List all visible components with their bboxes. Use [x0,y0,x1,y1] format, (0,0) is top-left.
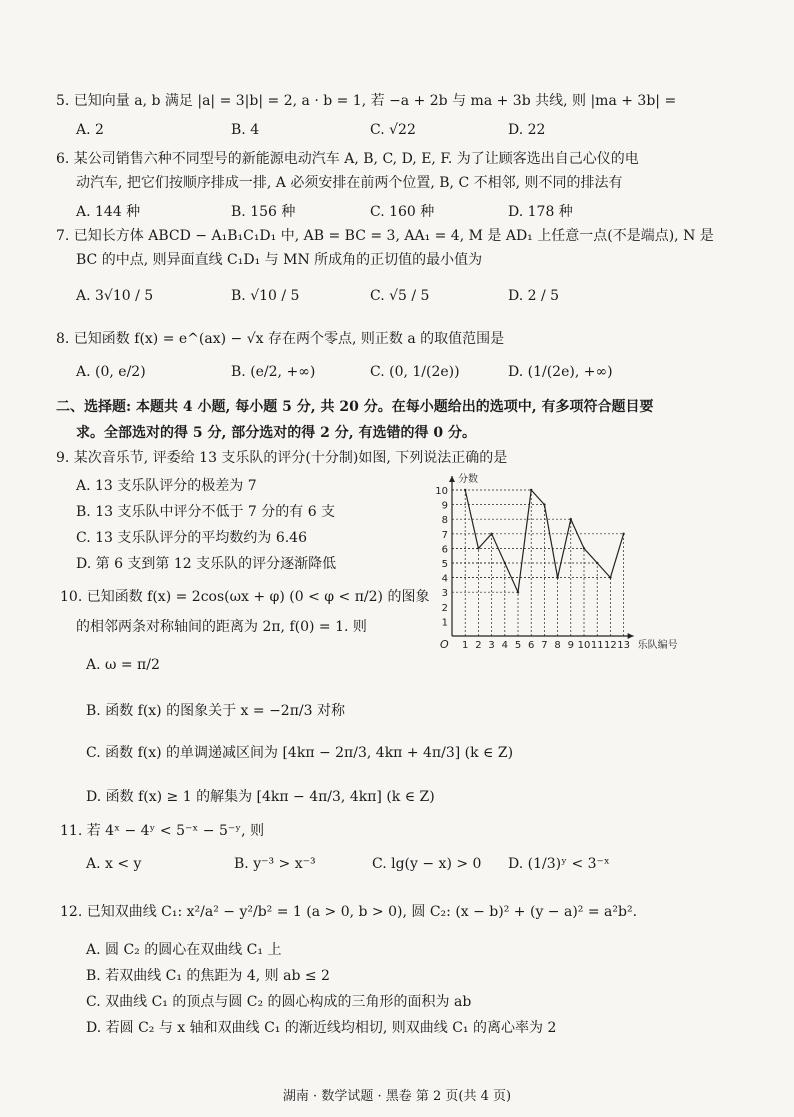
q7-option-d: D. 2 / 5 [508,288,560,304]
y-tick-label: 10 [435,486,448,497]
q11-option-d: D. (1/3)ʸ < 3⁻ˣ [508,856,610,872]
y-tick-label: 9 [441,500,448,512]
q11-option-b: B. y⁻³ > x⁻³ [234,856,316,872]
x-tick-label: 4 [501,640,508,651]
q6-option-d: D. 178 种 [508,204,573,220]
origin-label: O [440,638,449,651]
q12-option-b: B. 若双曲线 C₁ 的焦距为 4, 则 ab ≤ 2 [86,968,330,984]
data-point [543,503,545,505]
x-tick-label: 8 [554,640,561,651]
q5-option-b: B. 4 [231,122,260,138]
q9-stem: 9. 某次音乐节, 评委给 13 支乐队的评分(十分制)如图, 下列说法正确的是 [56,450,508,466]
x-tick-label: 7 [541,640,548,651]
q10-stem-line1: 10. 已知函数 f(x) = 2cos(ωx + φ) (0 < φ < π/2) 的图象 [60,589,430,605]
q7-stem-line2: BC 的中点, 则异面直线 C₁D₁ 与 MN 所成角的正切值的最小值为 [76,252,483,268]
data-point [570,518,572,520]
q7-option-c: C. √5 / 5 [370,288,430,304]
q11-option-c: C. lg(y − x) > 0 [372,856,482,872]
x-tick-label: 9 [567,640,574,651]
q9-option-b: B. 13 支乐队中评分不低于 7 分的有 6 支 [76,504,336,520]
q5-option-a: A. 2 [76,122,104,138]
page-footer: 湖南 · 数学试题 · 黑卷 第 2 页(共 4 页) [282,1089,512,1104]
q7-option-a: A. 3√10 / 5 [76,288,154,304]
q10-option-a: A. ω = π/2 [86,657,160,673]
x-tick-label: 13 [617,640,630,651]
data-point [490,533,492,535]
section2-heading-line2: 求。全部选对的得 5 分, 部分选对的得 2 分, 有选错的得 0 分。 [76,425,476,441]
x-tick-label: 11 [590,640,604,651]
y-tick-label: 8 [441,515,448,527]
q9-option-c: C. 13 支乐队评分的平均数约为 6.46 [76,530,307,546]
data-point [464,489,466,491]
q7-stem-line1: 7. 已知长方体 ABCD − A₁B₁C₁D₁ 中, AB = BC = 3, AA₁ = 4, M 是 AD₁ 上任意一点(不是端点), N 是 [56,228,714,244]
q5-stem: 5. 已知向量 a, b 满足 |a| = 3|b| = 2, a · b = 1, 若 −a + 2b 与 ma + 3b 共线, 则 |ma + 3b| = [56,93,677,109]
x-tick-label: 12 [604,640,617,651]
y-axis-label: 分数 [458,474,478,485]
q12-option-d: D. 若圆 C₂ 与 x 轴和双曲线 C₁ 的渐近线均相切, 则双曲线 C₁ 的离心率为 2 [86,1020,557,1036]
y-tick-label: 4 [441,573,448,585]
q9-option-d: D. 第 6 支到第 12 支乐队的评分逐渐降低 [76,556,337,572]
y-tick-label: 7 [441,529,448,541]
q9-option-a: A. 13 支乐队评分的极差为 7 [76,478,257,494]
q10-option-d: D. 函数 f(x) ≥ 1 的解集为 [4kπ − 4π/3, 4kπ] (k ∈ Z) [86,789,435,805]
q6-stem-line2: 动汽车, 把它们按顺序排成一排, A 必须安排在前两个位置, B, C 不相邻, 则不同的排法有 [76,175,623,191]
x-axis-arrow [628,633,634,639]
q12-option-c: C. 双曲线 C₁ 的顶点与圆 C₂ 的圆心构成的三角形的面积为 ab [86,994,472,1010]
data-point [530,489,532,491]
q8-option-c: C. (0, 1/(2e)) [370,364,460,380]
x-tick-label: 2 [475,640,482,651]
y-tick-label: 5 [441,559,448,570]
data-point [556,576,558,578]
x-tick-label: 6 [528,640,535,651]
q11-stem: 11. 若 4ˣ − 4ʸ < 5⁻ˣ − 5⁻ʸ, 则 [60,823,265,839]
q8-option-b: B. (e/2, +∞) [231,364,316,380]
data-point [583,547,585,549]
q5-option-d: D. 22 [508,122,546,138]
data-point [622,533,624,535]
q6-option-a: A. 144 种 [76,204,141,220]
q10-option-b: B. 函数 f(x) 的图象关于 x = −2π/3 对称 [86,703,345,719]
x-tick-label: 3 [488,640,495,651]
q10-option-c: C. 函数 f(x) 的单调递减区间为 [4kπ − 2π/3, 4kπ + 4π/3] (k ∈ Z) [86,745,514,761]
x-tick-label: 1 [462,640,469,651]
q6-option-b: B. 156 种 [231,204,296,220]
data-point [517,591,519,593]
x-tick-label: 10 [577,640,591,651]
q8-option-a: A. (0, e/2) [76,364,146,380]
data-point [596,562,598,564]
y-tick-label: 6 [441,544,448,556]
x-tick-label: 5 [514,640,522,651]
y-tick-label: 3 [441,588,448,600]
y-tick-label: 1 [441,617,448,629]
y-tick-label: 2 [441,602,448,614]
q12-stem: 12. 已知双曲线 C₁: x²/a² − y²/b² = 1 (a > 0, b > 0), 圆 C₂: (x − b)² + (y − a)² = a²b². [60,904,638,920]
q8-stem: 8. 已知函数 f(x) = e^(ax) − √x 存在两个零点, 则正数 a 的取值范围是 [56,331,505,347]
q8-option-d: D. (1/(2e), +∞) [508,364,613,380]
q6-option-c: C. 160 种 [370,204,435,220]
q7-option-b: B. √10 / 5 [231,288,300,304]
data-point [504,562,506,564]
band-score-chart-svg [416,470,706,660]
data-point [477,547,479,549]
data-point [609,576,611,578]
x-axis-label: 乐队编号 [637,640,678,651]
q6-stem-line1: 6. 某公司销售六种不同型号的新能源电动汽车 A, B, C, D, E, F. 为了让顾客选出自己心仪的电 [56,151,639,167]
band-score-chart [416,470,706,660]
q11-option-a: A. x < y [86,856,142,872]
section2-heading-line1: 二、选择题: 本题共 4 小题, 每小题 5 分, 共 20 分。在每小题给出的选项中, 有多项符合题目要 [56,399,654,415]
q5-option-c: C. √22 [370,122,416,138]
y-axis-arrow [449,476,455,482]
q10-stem-line2: 的相邻两条对称轴间的距离为 2π, f(0) = 1. 则 [76,619,367,635]
q12-option-a: A. 圆 C₂ 的圆心在双曲线 C₁ 上 [86,942,282,958]
